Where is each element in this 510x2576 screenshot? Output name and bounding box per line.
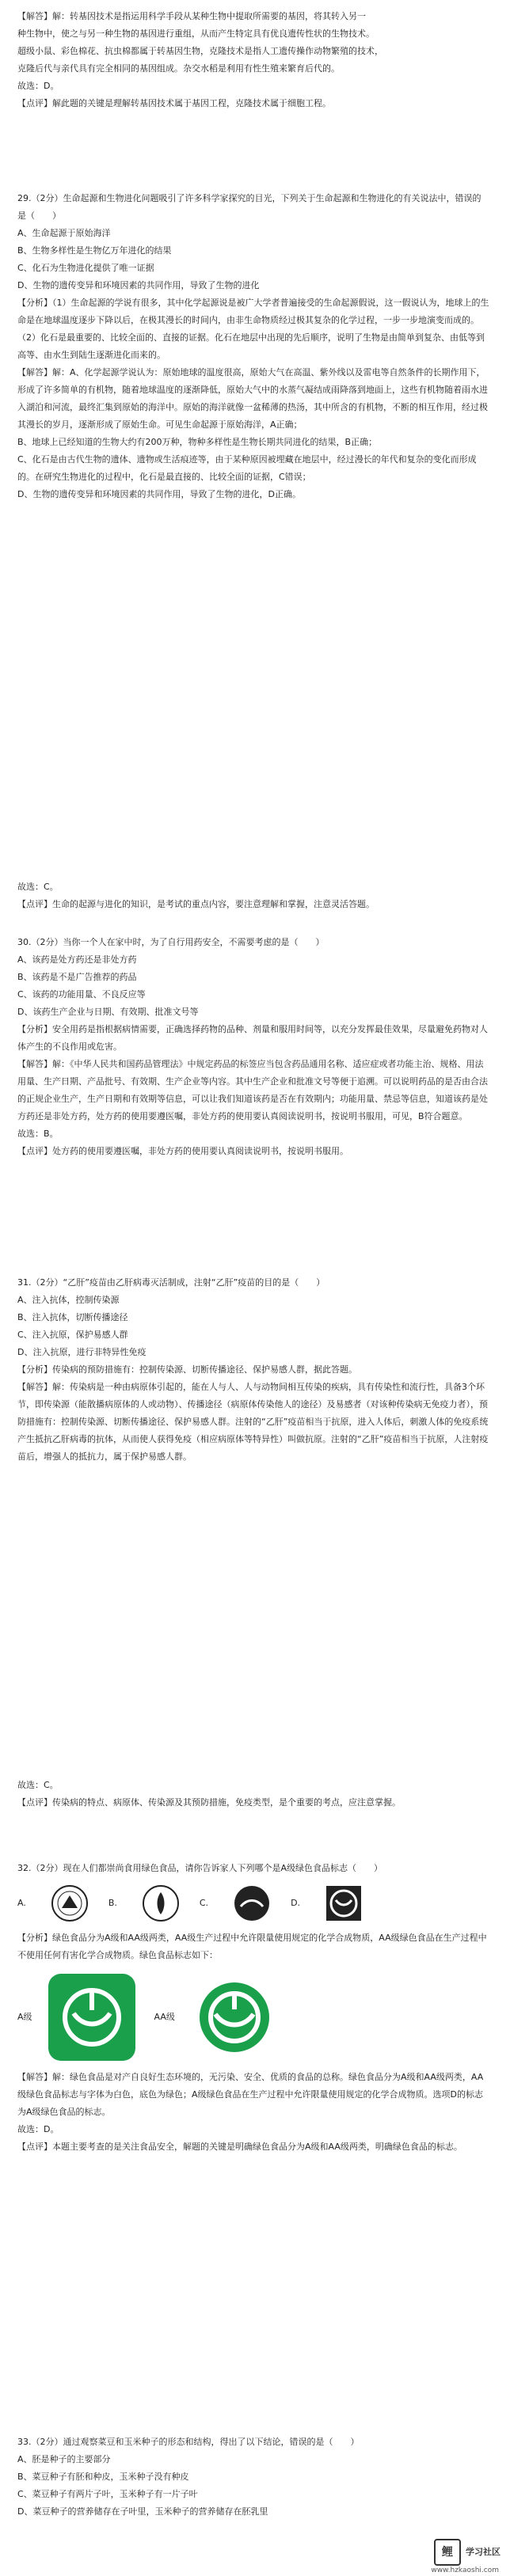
select-line: 故选：C。 [17, 882, 59, 892]
question-31 [17, 1274, 489, 1466]
option-a: A、该药是处方药还是非处方药 [17, 954, 137, 965]
analysis-text: 【分析】绿色食品分为A级和AA级两类，AA级生产过程中允许限量使用规定的化学合成物质，AA级绿色食品在生产过程中不使用任何有害化学合成物质。绿色食品标志如下： [17, 1933, 487, 1960]
answer-text: D、生物的遗传变异和环境因素的共同作用，导致了生物的进化，D正确。 [17, 489, 301, 499]
comment-line: 【点评】本题主要考查的是关注食品安全，解题的关键是明确绿色食品分为A级和AA级两类，明确绿色食品的标志。 [17, 2142, 462, 2152]
analysis-text: 【分析】（1）生命起源的学说有很多，其中化学起源说是被广大学者普遍接受的生命起源假说，这一假说认为，地球上的生命是在地球温度逐步下降以后，在极其漫长的时间内，由非生命物质经过极其复杂的化学过程，一步一步地演变而成的。 [17, 298, 489, 325]
text-line: 【解答】解：转基因技术是指运用科学手段从某种生物中提取所需要的基因，将其转入另一 [17, 11, 366, 21]
comment-line: 【点评】传染病的特点、病原体、传染源及其预防措施，免疫类型，是个重要的考点，应注意掌握。 [17, 1797, 401, 1808]
answer-text: 【解答】解：绿色食品是对产自良好生态环境的，无污染、安全、优质的食品的总称。绿色食品分为A级和AA级两类，AA级绿色食品标志与字体为白色，底色为绿色；A级绿色食品在生产过程中允许限量使用规定的化学合成物质。选项D的标志为A级绿色食品的标志。 [17, 2072, 484, 2117]
option-a: A、注入抗体，控制传染源 [17, 1295, 120, 1305]
option-b: B、菜豆种子有胚和种皮，玉米种子没有种皮 [17, 2472, 189, 2482]
option-d: D、生物的遗传变异和环境因素的共同作用，导致了生物的进化 [17, 280, 260, 290]
comment-line: 【点评】处方药的使用要遵医嘱，非处方药的使用要认真阅读说明书，按说明书服用。 [17, 1146, 348, 1156]
question-32 [17, 1860, 489, 2156]
question-stem: 31.（2分）“乙肝”疫苗由乙肝病毒灭活制成，注射“乙肝”疫苗的目的是（ ） [17, 1277, 325, 1288]
option-b-label: B. [108, 1898, 117, 1908]
answer-text: B、地球上已经知道的生物大约有200万种，物种多样性是生物长期共同进化的结果，B正确； [17, 437, 378, 447]
analysis-text: 【分析】传染病的预防措施有：控制传染源、切断传播途径、保护易感人群，据此答题。 [17, 1364, 357, 1375]
text-line: 超级小鼠、彩色棉花、抗虫棉都属于转基因生物，克隆技术是指人工遗传操作动物繁殖的技术， [17, 46, 383, 56]
option-b: B、注入抗体，切断传播途径 [17, 1312, 128, 1322]
answer-text: C、化石是由古代生物的遗体、遗物或生活痕迹等，由于某种原因被埋藏在地层中，经过漫长的年代和复杂的变化而形成的。在研究生物进化的过程中，化石是最直接的、比较全面的证据，C错误； [17, 454, 477, 482]
q29-result-block [17, 878, 489, 913]
watermark-badge: 鲤 [434, 2539, 461, 2566]
select-line: 故选：D。 [17, 2124, 59, 2134]
option-b: B、该药是不是广告推荐的药品 [17, 972, 137, 982]
analysis-text: 【分析】安全用药是指根据病情需要，正确选择药物的品种、剂量和服用时间等，以充分发挥最佳效果，尽量避免药物对人体产生的不良作用或危害。 [17, 1024, 488, 1052]
green-food-a-icon [324, 1884, 363, 1923]
watermark-site: www.hzkaoshi.com [431, 2567, 499, 2574]
aa-level-label: AA级 [154, 2012, 175, 2022]
answer-text: 【解答】解：《中华人民共和国药品管理法》中规定药品的标签应当包含药品通用名称、适应症或者功能主治、规格、用法用量、生产日期、产品批号、有效期、生产企业等内容。其中生产企业和批准文号等便于追溯。可以说明药品的是否由合法的正规企业生产，生产日期和有效期等信息，可以让我们知道该药是否在有效期内；功能用量、禁忌等信息，知道该药是处方药还是非处方药，处方药的使用要遵医嘱，非处方药的使用要认真阅读说明书，按说明书服用，可见，B符合题意。 [17, 1059, 488, 1121]
answer-text: 【解答】解：传染病是一种由病原体引起的，能在人与人、人与动物间相互传染的疾病，具有传染性和流行性，具备3个环节，即传染源（能散播病原体的人或动物）、传播途径（病原体传染他人的途径）及易感者（对该种传染病无免疫力者），预防措施有：控制传染源、切断传播途径、保护易感人群。注射的“乙肝”疫苗相当于抗原，进入人体后，刺激人体的免疫系统产生抵抗乙肝病毒的抗体，从而使人获得免疫（相应病原体等特异性）叫做抗原。注射的“乙肝”疫苗相当于抗原，人注射疫苗后，增强人的抵抗力，属于保护易感人群。 [17, 1382, 489, 1462]
question-33 [17, 2434, 489, 2521]
option-c: C、注入抗原，保护易感人群 [17, 1330, 128, 1340]
question-stem: 33.（2分）通过观察菜豆和玉米种子的形态和结构，得出了以下结论，错误的是（ ） [17, 2437, 360, 2447]
option-c: C、菜豆种子有两片子叶，玉米种子有一片子叶 [17, 2489, 198, 2499]
option-d: D、注入抗原，进行非特异性免疫 [17, 1347, 147, 1357]
option-d: D、该药生产企业与日期、有效期、批准文号等 [17, 1007, 199, 1017]
watermark-text: 学习社区 [466, 2547, 500, 2557]
analysis-text: （2）化石是最重要的、比较全面的、直接的证据。化石在地层中出现的先后顺序，说明了生物是由简单到复杂、由低等到高等、由水生到陆生逐渐进化而来的。 [17, 332, 485, 360]
logo-options-row [17, 1884, 489, 1923]
question-stem: 32.（2分）现在人们都崇尚食用绿色食品，请你告诉家人下列哪个是A级绿色食品标志（ ） [17, 1863, 383, 1873]
option-b: B、生物多样性是生物亿万年进化的结果 [17, 245, 172, 256]
a-level-green-food-icon [48, 1974, 135, 2061]
option-d-label: D. [291, 1898, 301, 1908]
question-stem: 29.（2分）生命起源和生物进化问题吸引了许多科学家探究的目光，下列关于生命起源和生物进化的有关说法中，错误的是（ ） [17, 193, 481, 221]
a-level-label: A级 [17, 2012, 32, 2022]
comment-line: 【点评】解此题的关键是理解转基因技术属于基因工程，克隆技术属于细胞工程。 [17, 98, 331, 108]
green-logo-row [17, 1974, 489, 2061]
answer-text: 【解答】解：A、化学起源学说认为：原始地球的温度很高，原始大气在高温、紫外线以及雷电等自然条件的长期作用下，形成了许多简单的有机物，随着地球温度的逐渐降低，原始大气中的水蒸气凝结成雨降落到地面上，这些有机物随着雨水进入湖泊和河流，最终汇集到原始的海洋中。原始的海洋就像一盆稀薄的热汤，其中所含的有机物，不断的相互作用，经过极其漫长的岁月，逐渐形成了原始生命。可见生命起源于原始海洋，A正确； [17, 367, 488, 430]
pollution-free-icon [232, 1884, 272, 1923]
q31-result-block [17, 1777, 489, 1812]
question-stem: 30.（2分）当你一个人在家中时，为了自行用药安全，不需要考虑的是（ ） [17, 937, 325, 947]
prev-answer-block [17, 8, 489, 112]
option-c: C、该药的功能用量、不良反应等 [17, 989, 146, 1000]
green-food-seal-icon [50, 1884, 89, 1923]
option-c-label: C. [199, 1898, 209, 1908]
text-line: 克隆后代与亲代具有完全相同的基因组成。杂交水稻是利用有性生殖来繁育后代的。 [17, 63, 340, 74]
option-d: D、菜豆种子的营养储存在子叶里，玉米种子的营养储存在胚乳里 [17, 2506, 268, 2517]
site-watermark [382, 2536, 500, 2568]
text-line: 种生物中，使之与另一种生物的基因进行重组，从而产生特定具有优良遗传性状的生物技术。 [17, 28, 375, 39]
question-29 [17, 190, 489, 503]
select-line: 故选：D。 [17, 81, 59, 91]
select-line: 故选：B。 [17, 1129, 59, 1139]
select-line: 故选：C。 [17, 1780, 59, 1790]
option-a: A、胚是种子的主要部分 [17, 2454, 111, 2464]
option-c: C、化石为生物进化提供了唯一证据 [17, 263, 154, 273]
option-a-label: A. [17, 1898, 26, 1908]
aa-level-green-food-icon [191, 1974, 278, 2061]
question-30 [17, 934, 489, 1160]
option-a: A、生命起源于原始海洋 [17, 228, 111, 238]
comment-line: 【点评】生命的起源与进化的知识，是考试的重点内容，要注意理解和掌握，注意灵活答题。 [17, 899, 375, 909]
organic-food-icon [141, 1884, 181, 1923]
